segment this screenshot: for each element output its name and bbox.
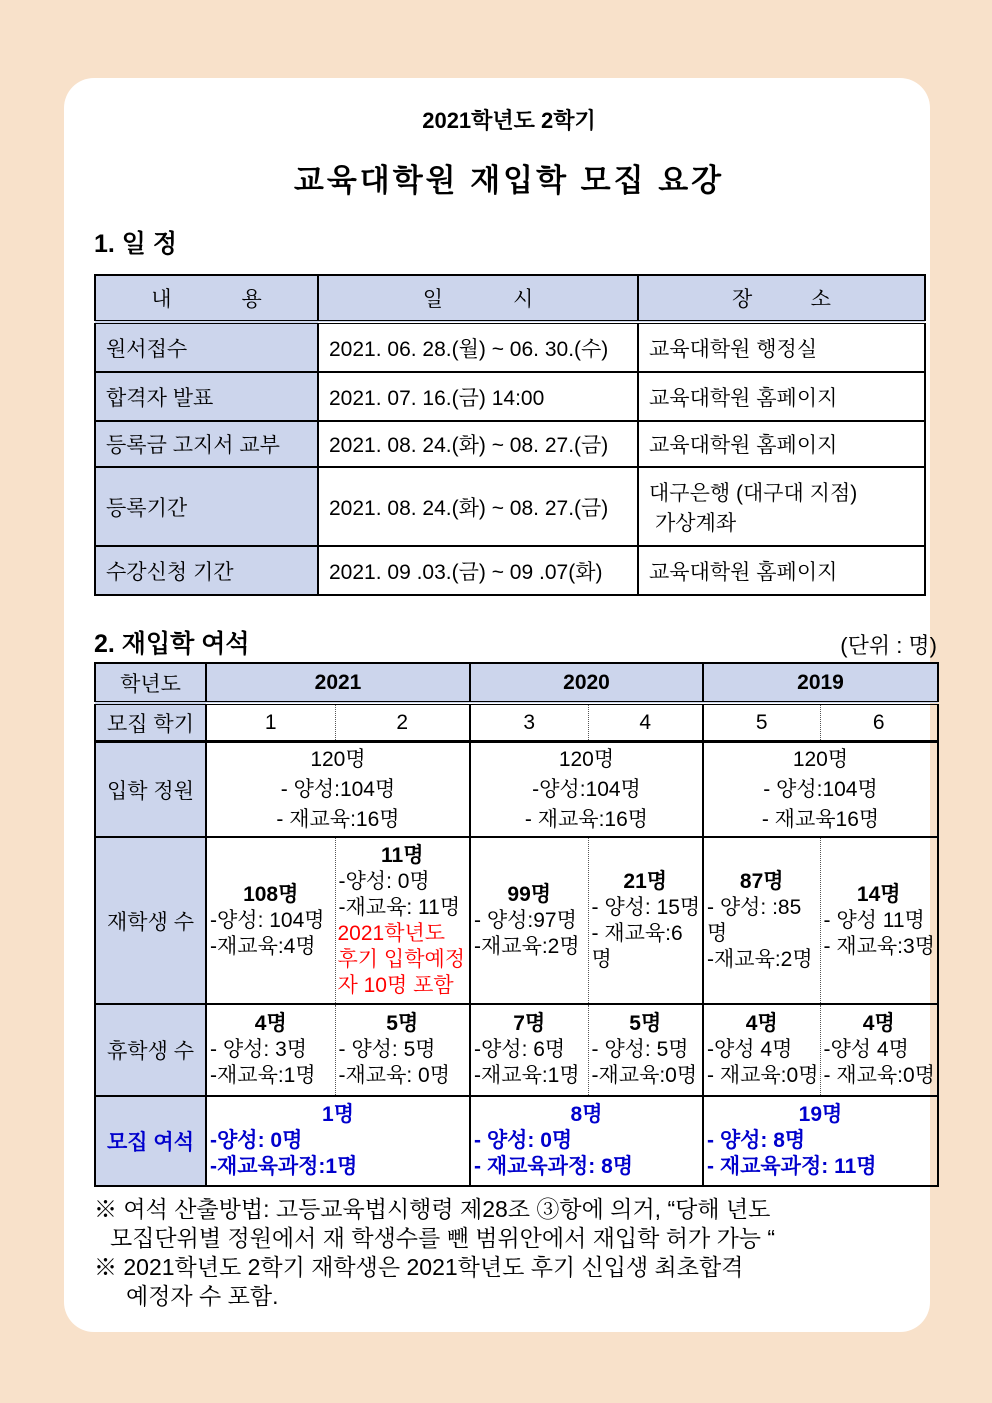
semester-cell: 4 [588, 703, 703, 742]
schedule-table [94, 274, 926, 596]
schedule-datetime-cell: 2021. 06. 28.(월) ~ 06. 30.(수) [318, 322, 638, 372]
enrolled-cell-sem6 [820, 837, 938, 1004]
quota-line: - 재교육16명 [761, 807, 880, 831]
leave-line: -재교육:1명 [210, 1064, 316, 1087]
leave-line: -양성: 6명 [474, 1038, 566, 1061]
vacancy-total: 19명 [798, 1103, 843, 1126]
leave-line: -재교육:1명 [474, 1064, 580, 1087]
leave-line: -양성 4명 [707, 1038, 793, 1061]
enrolled-line: -재교육:2명 [707, 947, 813, 971]
enrolled-row [95, 837, 938, 1004]
vacancy-total: 1명 [322, 1103, 354, 1126]
table-row [95, 421, 925, 467]
year-2019: 2019 [703, 663, 938, 703]
leave-cell-sem5 [703, 1004, 820, 1096]
enrolled-line: -양성: 0명 [338, 869, 430, 893]
leave-line: - 재교육:0명 [707, 1064, 819, 1087]
document-page [64, 78, 937, 1332]
enrolled-cell-sem5 [703, 837, 820, 1004]
year-header-row [95, 663, 938, 703]
vacancy-cell-2020 [470, 1096, 703, 1186]
quota-row [95, 742, 938, 838]
footnote-line: ※ 2021학년도 2학기 재학생은 2021학년도 후기 신입생 최초합격 [94, 1254, 744, 1280]
semester-cell: 5 [703, 703, 820, 742]
footnotes [94, 1195, 934, 1311]
enrolled-line: - 재교육:3명 [823, 934, 935, 958]
table-row [95, 322, 925, 372]
leave-total: 4명 [254, 1012, 287, 1035]
leave-row-label: 휴학생 수 [95, 1004, 206, 1096]
vacancy-total: 8명 [570, 1103, 603, 1126]
footnote-line: 예정자 수 포함. [126, 1283, 279, 1309]
schedule-row-label: 합격자 발표 [95, 372, 318, 421]
enrolled-cell-sem4 [588, 837, 703, 1004]
leave-line: - 양성: 3명 [210, 1038, 308, 1061]
schedule-header-row [95, 275, 925, 322]
schedule-header-datetime: 일 시 [318, 275, 638, 322]
quota-line: - 양성:104명 [280, 777, 396, 801]
leave-total: 5명 [629, 1012, 662, 1035]
schedule-row-label: 등록기간 [95, 467, 318, 546]
enrolled-cell-sem2 [335, 837, 470, 1004]
year-row-label: 학년도 [95, 663, 206, 703]
seats-table [94, 662, 939, 1187]
enrolled-row-label: 재학생 수 [95, 837, 206, 1004]
leave-cell-sem1 [206, 1004, 335, 1096]
enrolled-total: 11명 [381, 843, 424, 867]
semester-cell: 6 [820, 703, 938, 742]
enrolled-line: - 양성:97명 [474, 908, 577, 932]
enrolled-line: - 양성 11명 [823, 908, 925, 932]
quota-total: 120명 [558, 747, 615, 771]
leave-line: -재교육:0명 [591, 1064, 698, 1087]
term-subtitle: 2021학년도 2학기 [422, 108, 596, 133]
enrolled-total: 14명 [856, 882, 901, 906]
schedule-place-cell: 교육대학원 홈페이지 [638, 372, 925, 421]
table-row [95, 467, 925, 546]
enrolled-total: 87명 [739, 869, 784, 893]
schedule-header-place: 장 소 [638, 275, 925, 322]
leave-cell-sem3 [470, 1004, 588, 1096]
vacancy-row-label: 모집 여석 [95, 1096, 206, 1186]
leave-total: 4명 [745, 1012, 778, 1035]
enrolled-total: 108명 [243, 882, 299, 906]
enrolled-line: - 양성: :85명 [707, 895, 802, 945]
enrolled-line: -재교육:2명 [474, 934, 580, 958]
schedule-row-label: 원서접수 [95, 322, 318, 372]
enrolled-total: 99명 [507, 882, 552, 906]
quota-line: - 양성:104명 [763, 777, 878, 801]
footnote-line: ※ 여석 산출방법: 고등교육법시행령 제28조 ③항에 의거, “당해 년도 [94, 1196, 771, 1222]
vacancy-line: -양성: 0명 [210, 1129, 303, 1152]
place-line-1: 대구은행 (대구대 지점) [649, 481, 858, 505]
quota-cell-2021 [206, 742, 470, 838]
enrolled-line: - 재교육:6명 [591, 921, 683, 971]
leave-cell-sem2 [335, 1004, 470, 1096]
enrolled-line: -양성: 104명 [210, 908, 325, 932]
enrolled-line: -재교육:4명 [210, 934, 316, 958]
quota-total: 120명 [310, 747, 366, 771]
semester-cell: 1 [206, 703, 335, 742]
enrolled-line: - 양성: 15명 [591, 895, 701, 919]
vacancy-row [95, 1096, 938, 1186]
quota-total: 120명 [792, 747, 849, 771]
leave-line: -재교육: 0명 [338, 1064, 450, 1087]
vacancy-cell-2019 [703, 1096, 938, 1186]
quota-cell-2020 [470, 742, 703, 838]
schedule-place-cell: 교육대학원 홈페이지 [649, 560, 838, 584]
leave-line: - 재교육:0명 [823, 1064, 935, 1087]
enrolled-red-note: 2021학년도 후기 입학예정자 10명 포함 [337, 921, 466, 997]
quota-line: -양성:104명 [532, 777, 641, 801]
schedule-datetime-cell: 2021. 08. 24.(화) ~ 08. 27.(금) [318, 467, 638, 546]
leave-row [95, 1004, 938, 1096]
quota-line: - 재교육:16명 [524, 807, 649, 831]
place-line-2: 가상계좌 [655, 511, 737, 535]
schedule-place-cell: 교육대학원 홈페이지 [638, 421, 925, 467]
page-title: 교육대학원 재입학 모집 요강 [293, 163, 725, 198]
vacancy-line: - 재교육과정: 11명 [707, 1155, 877, 1178]
quota-row-label: 입학 정원 [95, 742, 206, 838]
schedule-datetime-cell: 2021. 08. 24.(화) ~ 08. 27.(금) [318, 421, 638, 467]
table-row [95, 372, 925, 421]
enrolled-total: 21명 [623, 869, 668, 893]
leave-total: 5명 [386, 1012, 419, 1035]
quota-cell-2019 [703, 742, 938, 838]
schedule-header-content: 내 용 [95, 275, 318, 322]
enrolled-cell-sem1 [206, 837, 335, 1004]
leave-line: - 양성: 5명 [591, 1038, 689, 1061]
vacancy-line: -재교육과정:1명 [210, 1155, 358, 1178]
unit-label: (단위 : 명) [840, 633, 937, 658]
section1-heading: 1. 일 정 [94, 230, 178, 258]
schedule-place-cell [638, 467, 925, 546]
table-row [95, 546, 925, 595]
vacancy-cell-2021 [206, 1096, 470, 1186]
enrolled-line: -재교육: 11명 [338, 895, 461, 919]
vacancy-line: - 양성: 8명 [707, 1129, 806, 1152]
semester-cell: 3 [470, 703, 588, 742]
semester-cell: 2 [335, 703, 470, 742]
leave-line: - 양성: 5명 [338, 1038, 436, 1061]
section2-heading: 2. 재입학 여석 [94, 630, 250, 658]
schedule-row-label: 수강신청 기간 [95, 546, 318, 595]
leave-total: 7명 [513, 1012, 546, 1035]
semester-header-row [95, 703, 938, 742]
leave-line: -양성 4명 [823, 1038, 909, 1061]
year-2021: 2021 [206, 663, 470, 703]
schedule-row-label: 등록금 고지서 교부 [95, 421, 318, 467]
footnote-line: 모집단위별 정원에서 재 학생수를 뺀 범위안에서 재입학 허가 가능 “ [110, 1225, 776, 1251]
vacancy-line: - 양성: 0명 [474, 1129, 573, 1152]
leave-total: 4명 [862, 1012, 895, 1035]
year-2020: 2020 [470, 663, 703, 703]
enrolled-cell-sem3 [470, 837, 588, 1004]
schedule-place-cell: 교육대학원 행정실 [638, 322, 925, 372]
leave-cell-sem4 [588, 1004, 703, 1096]
schedule-datetime-cell: 2021. 09 .03.(금) ~ 09 .07(화) [318, 546, 638, 595]
quota-line: - 재교육:16명 [276, 807, 400, 831]
schedule-datetime-cell: 2021. 07. 16.(금) 14:00 [318, 372, 638, 421]
semester-row-label: 모집 학기 [95, 703, 206, 742]
leave-cell-sem6 [820, 1004, 938, 1096]
vacancy-line: - 재교육과정: 8명 [474, 1155, 634, 1178]
